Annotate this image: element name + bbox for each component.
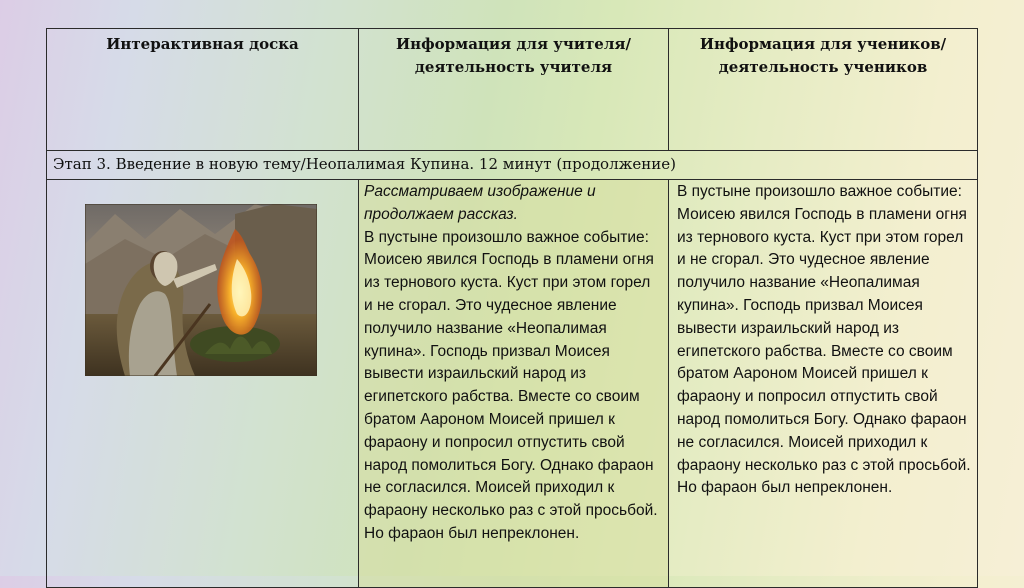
teacher-info-cell [359, 180, 669, 588]
teacher-intro-text: Рассматриваем изображение и продолжаем рассказ. [364, 183, 596, 223]
stage-row [47, 151, 978, 180]
header-row [47, 29, 978, 151]
stage-title: Этап 3. Введение в новую тему/Неопалимая Купина. 12 минут (продолжение) [47, 151, 978, 180]
header-teacher-info: Информация для учителя/ деятельность учителя [359, 29, 669, 151]
header-interactive-board: Интерактивная доска [47, 29, 359, 151]
student-info-cell [669, 180, 978, 588]
teacher-story-text: В пустыне произошло важное событие: Моисею явился Господь в пламени огня из тернового куста. Куст при этом горел и не сгорал. Это чудесное явление получило название «Неопалимая купина». Господь призвал Моисея вывести израильский народ из египетского рабства. Вместе со своим братом Аароном Моисей пришел к фараону и попросил отпустить свой народ помолиться Богу. Однако фараон не согласился. Моисей приходил к фараону несколько раз с этой просьбой. Но фараон был непреклонен. [364, 228, 658, 542]
lesson-table [46, 28, 978, 588]
board-cell [47, 180, 359, 588]
content-row [47, 180, 978, 588]
burning-bush-picture [85, 204, 317, 376]
student-story-text: В пустыне произошло важное событие: Моисею явился Господь в пламени огня из тернового куста. Куст при этом горел и не сгорал. Это чудесное явление получило название «Неопалимая купина». Господь призвал Моисея вывести израильский народ из египетского рабства. Вместе со своим братом Аароном Моисей пришел к фараону и попросил отпустить свой народ помолиться Богу. Однако фараон не согласился. Моисей приходил к фараону несколько раз с этой просьбой. Но фараон был непреклонен. [677, 183, 971, 497]
header-student-info: Информация для учеников/ деятельность учеников [669, 29, 978, 151]
